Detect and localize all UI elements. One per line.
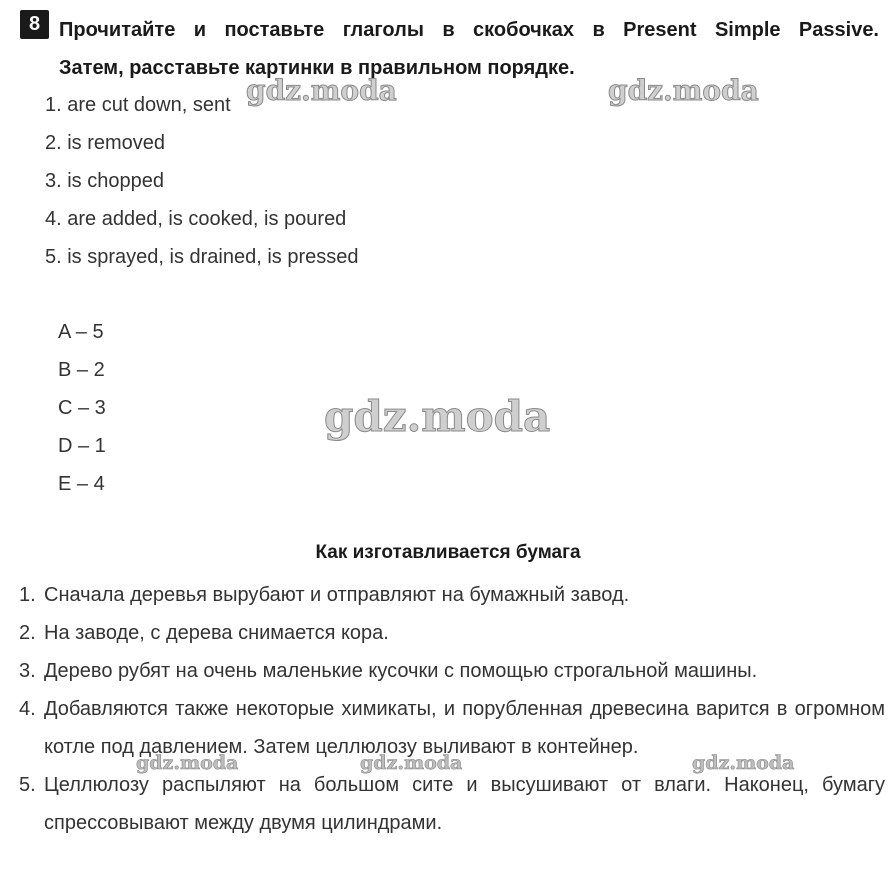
picture-order-item: B – 2 xyxy=(58,359,105,381)
watermark: gdz.moda xyxy=(246,74,397,107)
translation-item-text: Дерево рубят на очень маленькие кусочки с помощью строгальной машины. xyxy=(44,660,758,682)
instruction-line-2: Затем, расставьте картинки в правильном порядке. xyxy=(59,57,575,79)
translation-item-text: Добавляются также некоторые химикаты, и порубленная древесина варится в огромном котле под давлением. Затем целлюлозу выливают в контейнер. xyxy=(44,698,885,758)
picture-order-item: E – 4 xyxy=(58,473,105,495)
translation-title: Как изготавливается бумага xyxy=(315,542,581,563)
translation-item-number: 1. xyxy=(19,584,36,606)
translation-item-number: 3. xyxy=(19,660,36,682)
translation-item xyxy=(19,614,885,652)
instruction-line-1: Прочитайте и поставьте глаголы в скобочках в Present Simple Passive. xyxy=(59,19,879,41)
answer-item: 5. is sprayed, is drained, is pressed xyxy=(45,246,359,268)
answer-item: 2. is removed xyxy=(45,132,166,154)
watermark: gdz.moda xyxy=(136,752,239,774)
translation-list xyxy=(19,576,885,842)
translation-item-text: На заводе, с дерева снимается кора. xyxy=(44,622,389,644)
watermark: gdz.moda xyxy=(360,752,463,774)
translation-item xyxy=(19,766,885,842)
translation-item-number: 2. xyxy=(19,622,36,644)
answer-item: 4. are added, is cooked, is poured xyxy=(45,208,347,230)
translation-item-number: 5. xyxy=(19,774,36,796)
picture-order-item: C – 3 xyxy=(58,397,106,419)
translation-item xyxy=(19,576,885,614)
picture-order-list xyxy=(58,313,106,503)
picture-order-item: A – 5 xyxy=(58,321,104,343)
watermark: gdz.moda xyxy=(692,752,795,774)
exercise-instruction xyxy=(59,11,879,87)
answer-item: 3. is chopped xyxy=(45,170,164,192)
translation-item-text: Целлюлозу распыляют на большом сите и высушивают от влаги. Наконец, бумагу спрессовывают между двумя цилиндрами. xyxy=(44,774,885,834)
picture-order-item: D – 1 xyxy=(58,435,106,457)
answer-item: 1. are cut down, sent xyxy=(45,94,231,116)
watermark: gdz.moda xyxy=(324,392,551,441)
watermark: gdz.moda xyxy=(608,74,759,107)
answer-list xyxy=(45,86,359,276)
translation-item xyxy=(19,652,885,690)
exercise-number-badge: 8 xyxy=(20,10,49,39)
translation-item xyxy=(19,690,885,766)
translation-item-text: Сначала деревья вырубают и отправляют на бумажный завод. xyxy=(44,584,630,606)
translation-item-number: 4. xyxy=(19,698,36,720)
